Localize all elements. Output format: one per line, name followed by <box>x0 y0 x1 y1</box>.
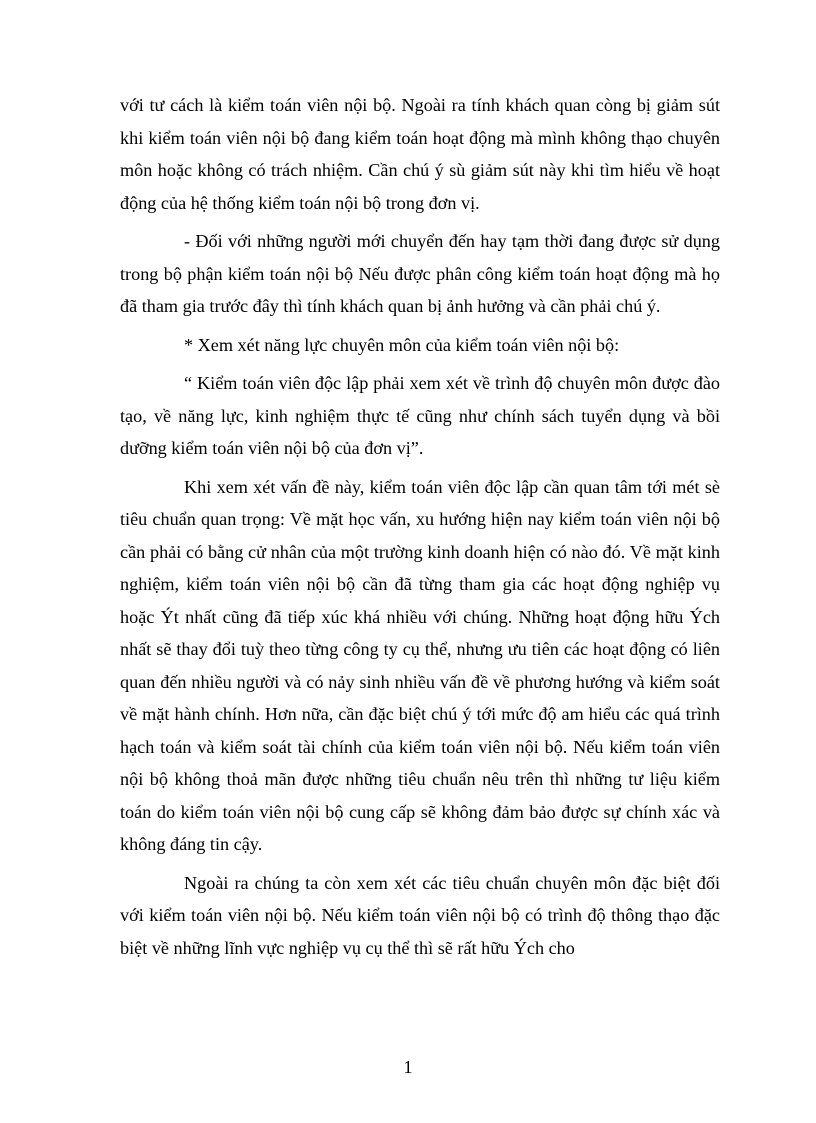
section-heading-competence: * Xem xét năng lực chuyên môn của kiểm toán viên nội bộ: <box>184 334 620 355</box>
page-number: 1 <box>403 1057 413 1077</box>
paragraph-special-standards: Ngoài ra chúng ta còn xem xét các tiêu chuẩn chuyên môn đặc biệt đối với kiểm toán viên nội bộ. Nếu kiểm toán viên nội bộ có trình độ thông thạo đặc biệt về những lĩnh vực nghiệp vụ cụ thể thì sẽ rất hữu Ých cho <box>120 872 720 958</box>
body-text <box>120 89 720 964</box>
paragraph-new-staff-objectivity: - Đối với những người mới chuyển đến hay tạm thời đang được sử dụng trong bộ phận kiểm toán nội bộ Nếu được phân công kiểm toán hoạt động mà họ đã tham gia trước đây thì tính khách quan bị ảnh hưởng và cần phải chú ý. <box>120 231 720 316</box>
paragraph-criteria: Khi xem xét vấn đề này, kiểm toán viên độc lập cần quan tâm tới mét sè tiêu chuẩn quan trọng: Về mặt học vấn, xu hướng hiện nay kiểm toán viên nội bộ cần phải có bằng cử nhân của một trường kinh doanh hiện có nào đó. Về mặt kinh nghiệm, kiểm toán viên nội bộ cần đã từng tham gia các hoạt động nghiệp vụ hoặc Ýt nhất cũng đã tiếp xúc khá nhiều với chúng. Những hoạt động hữu Ých nhất sẽ thay đổi tuỳ theo từng công ty cụ thể, nhưng ưu tiên các hoạt động có liên quan đến nhiều người và có nảy sinh nhiều vấn đề về phương hướng và kiểm soát về mặt hành chính. Hơn nữa, cần đặc biệt chú ý tới mức độ am hiểu các quá trình hạch toán và kiểm soát tài chính của kiểm toán viên nội bộ. Nếu kiểm toán viên nội bộ không thoả mãn được những tiêu chuẩn nêu trên thì những tư liệu kiểm toán do kiểm toán viên nội bộ cung cấp sẽ không đảm bảo được sự chính xác và không đáng tin cậy. <box>120 476 720 854</box>
paragraph-quote: “ Kiểm toán viên độc lập phải xem xét về trình độ chuyên môn được đào tạo, về năng lực, kinh nghiệm thực tế cũng như chính sách tuyển dụng và bồi dưỡng kiểm toán viên nội bộ của đơn vị”. <box>120 373 720 458</box>
paragraph-continuation: với tư cách là kiểm toán viên nội bộ. Ngoài ra tính khách quan còng bị giảm sút khi kiểm toán viên nội bộ đang kiểm toán hoạt động mà mình không thạo chuyên môn hoặc không có trách nhiệm. Cần chú ý sù giảm sút này khi tìm hiểu về hoạt động của hệ thống kiểm toán nội bộ trong đơn vị. <box>120 95 720 213</box>
